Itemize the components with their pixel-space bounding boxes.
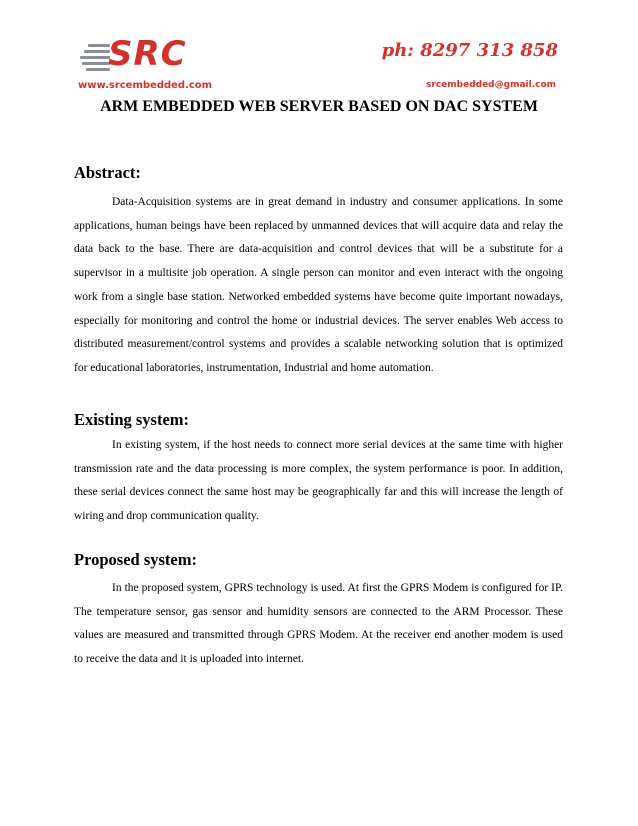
letterhead: [0, 0, 638, 96]
section-heading-abstract: Abstract:: [74, 163, 141, 182]
document-title: ARM EMBEDDED WEB SERVER BASED ON DAC SYSTEM: [100, 98, 538, 115]
logo-text: SRC: [108, 34, 187, 74]
phone-number: ph: 8297 313 858: [381, 40, 558, 61]
section-heading-existing-system: Existing system:: [74, 410, 190, 429]
section-body-existing-system: In existing system, if the host needs to connect more serial devices at the same time with higher transmission rate and the data processing is more complex, the system performance is poor. In addition, these serial devices connect the same host may be geographically far and this will increase the length of wiring and drop communication quality.: [74, 439, 563, 523]
section-body-abstract: Data-Acquisition systems are in great demand in industry and consumer applications. In some applications, human beings have been replaced by unmanned devices that will acquire data and relay the data back to the base. There are data-acquisition and control devices that will be a substitute for a supervisor in a multisite job operation. A single person can monitor and even interact with the ongoing work from a single base station. Networked embedded systems have become quite important nowadays, especially for monitoring and control the home or industrial devices. The server enables Web access to distributed measurement/control systems and provides a scalable networking solution that is optimized for educational laboratories, instrumentation, Industrial and home automation.: [74, 196, 563, 374]
section-body-proposed-system: In the proposed system, GPRS technology is used. At first the GPRS Modem is configured for IP. The temperature sensor, gas sensor and humidity sensors are connected to the ARM Processor. These values are measured and transmitted through GPRS Modem. At the receiver end another modem is used to receive the data and it is uploaded into internet.: [74, 582, 563, 666]
website-url: www.srcembedded.com: [78, 80, 213, 91]
section-heading-proposed-system: Proposed system:: [74, 550, 197, 569]
email-address: srcembedded@gmail.com: [426, 80, 556, 90]
speed-bars-icon: [78, 40, 112, 72]
src-logo: [78, 34, 187, 74]
